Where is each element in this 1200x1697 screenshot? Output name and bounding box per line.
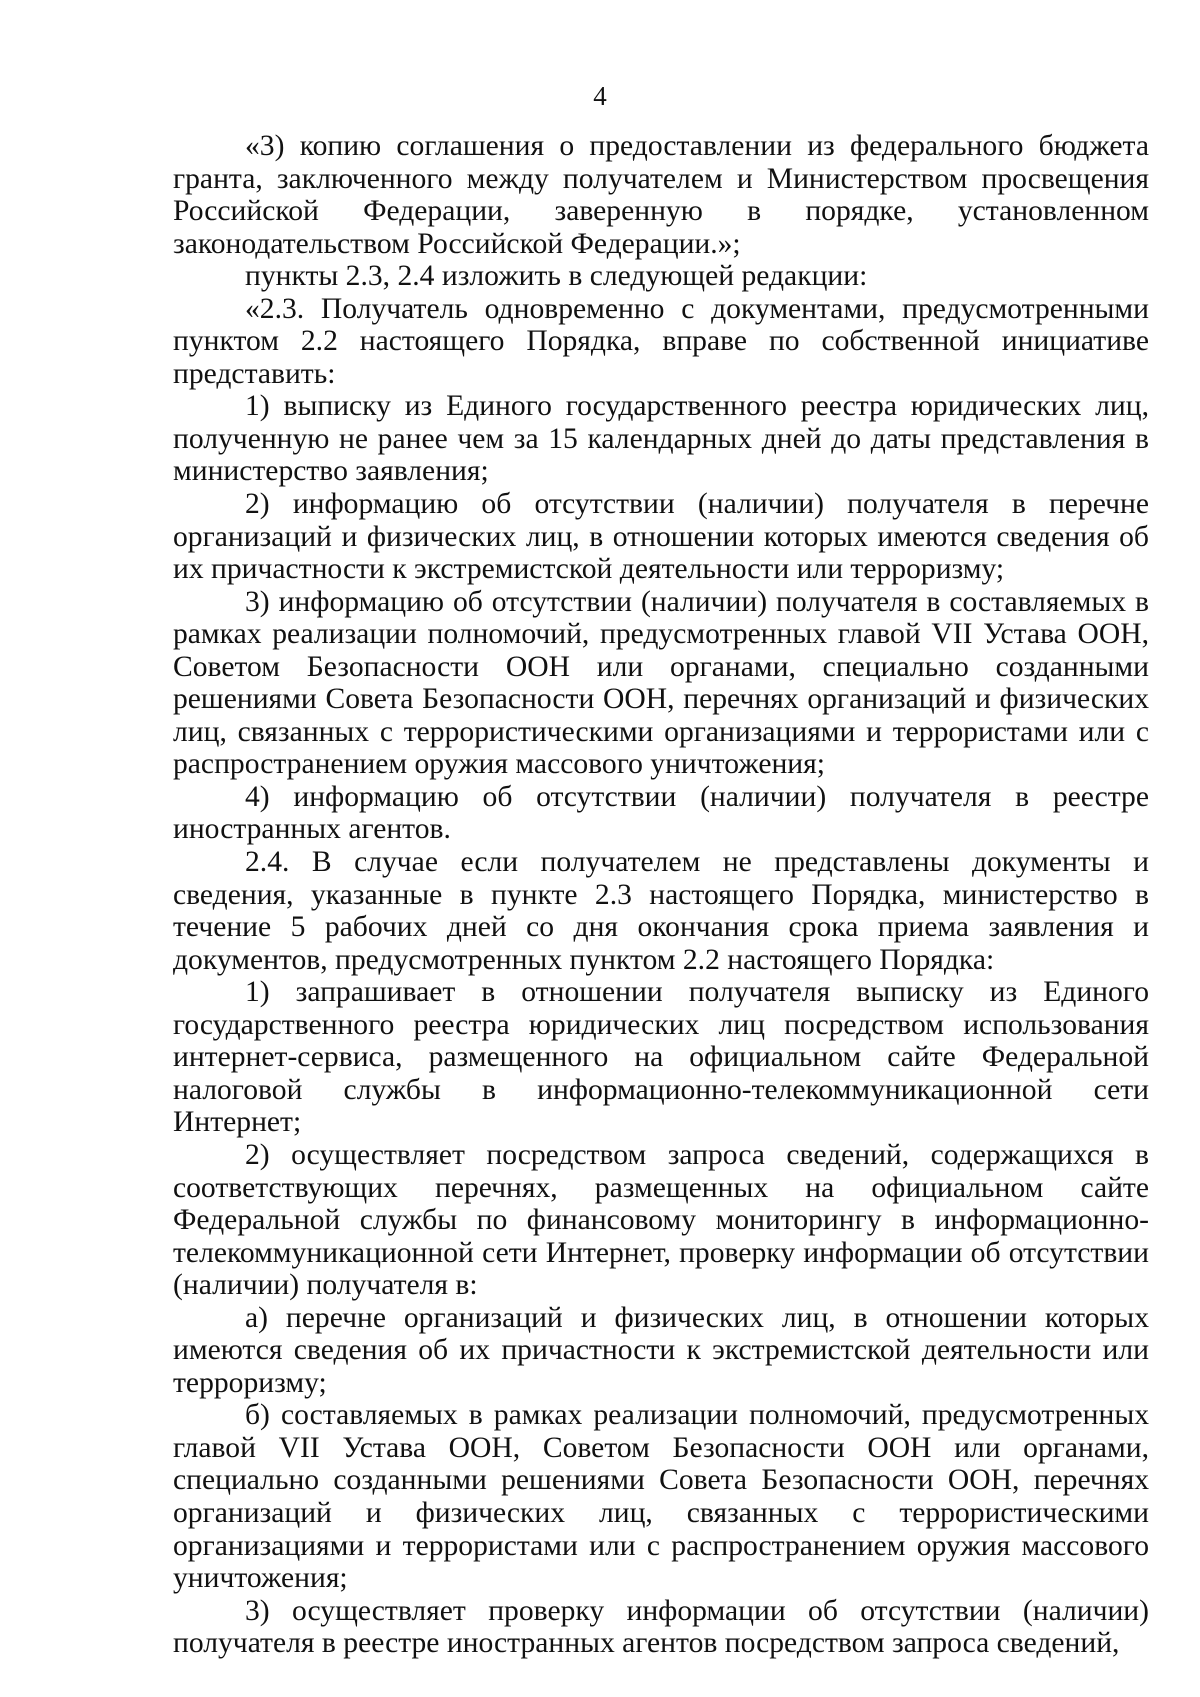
paragraph-2-4-item-2-b: б) составляемых в рамках реализации полномочий, предусмотренных главой VII Устава ООН, Советом Безопасности ООН или органами, специально созданными решениями Совета Безопасности ООН, перечнях организаций и физических лиц, связанных с террористическими организациями и террористами или с распространением оружия массового уничтожения;: [173, 1399, 1149, 1595]
paragraph-2-3-item-1: 1) выписку из Единого государственного реестра юридических лиц, полученную не ранее чем за 15 календарных дней до даты представления в министерство заявления;: [173, 390, 1149, 488]
paragraph-2-4: 2.4. В случае если получателем не представлены документы и сведения, указанные в пункте 2.3 настоящего Порядка, министерство в течение 5 рабочих дней со дня окончания срока приема заявления и документов, предусмотренных пунктом 2.2 настоящего Порядка:: [173, 846, 1149, 976]
paragraph-2-3-item-2: 2) информацию об отсутствии (наличии) получателя в перечне организаций и физических лиц, в отношении которых имеются сведения об их причастности к экстремистской деятельности или терроризму;: [173, 488, 1149, 586]
document-body: [173, 130, 1149, 1660]
paragraph-2-3-item-3: 3) информацию об отсутствии (наличии) получателя в составляемых в рамках реализации полномочий, предусмотренных главой VII Устава ООН, Советом Безопасности ООН или органами, специально созданными решениями Совета Безопасности ООН, перечнях организаций и физических лиц, связанных с террористическими организациями и террористами или с распространением оружия массового уничтожения;: [173, 585, 1149, 781]
paragraph-amendment-instruction: пункты 2.3, 2.4 изложить в следующей редакции:: [245, 260, 868, 293]
paragraph-2-4-item-1: 1) запрашивает в отношении получателя выписку из Единого государственного реестра юридических лиц посредством использования интернет-сервиса, размещенного на официальном сайте Федеральной налоговой службы в информационно-телекоммуникационной сети Интернет;: [173, 976, 1149, 1139]
paragraph-2-3-item-4: 4) информацию об отсутствии (наличии) получателя в реестре иностранных агентов.: [173, 780, 1149, 846]
paragraph-2-4-item-2: 2) осуществляет посредством запроса сведений, содержащихся в соответствующих перечнях, размещенных на официальном сайте Федеральной службы по финансовому мониторингу в информационно-телекоммуникационной сети Интернет, проверку информации об отсутствии (наличии) получателя в:: [173, 1138, 1149, 1302]
paragraph-2-3: «2.3. Получатель одновременно с документами, предусмотренными пунктом 2.2 настоящего Порядка, вправе по собственной инициативе представить:: [173, 292, 1149, 390]
paragraph-2-4-item-2-a: а) перечне организаций и физических лиц, в отношении которых имеются сведения об их причастности к экстремистской деятельности или терроризму;: [173, 1301, 1149, 1399]
page-number: 4: [593, 81, 607, 111]
paragraph-item-3-grant-agreement: «3) копию соглашения о предоставлении из федерального бюджета гранта, заключенного между получателем и Министерством просвещения Российской Федерации, заверенную в порядке, установленном законодательством Российской Федерации.»;: [173, 130, 1149, 260]
paragraph-2-4-item-3: 3) осуществляет проверку информации об отсутствии (наличии) получателя в реестре иностранных агентов посредством запроса сведений,: [173, 1594, 1149, 1660]
